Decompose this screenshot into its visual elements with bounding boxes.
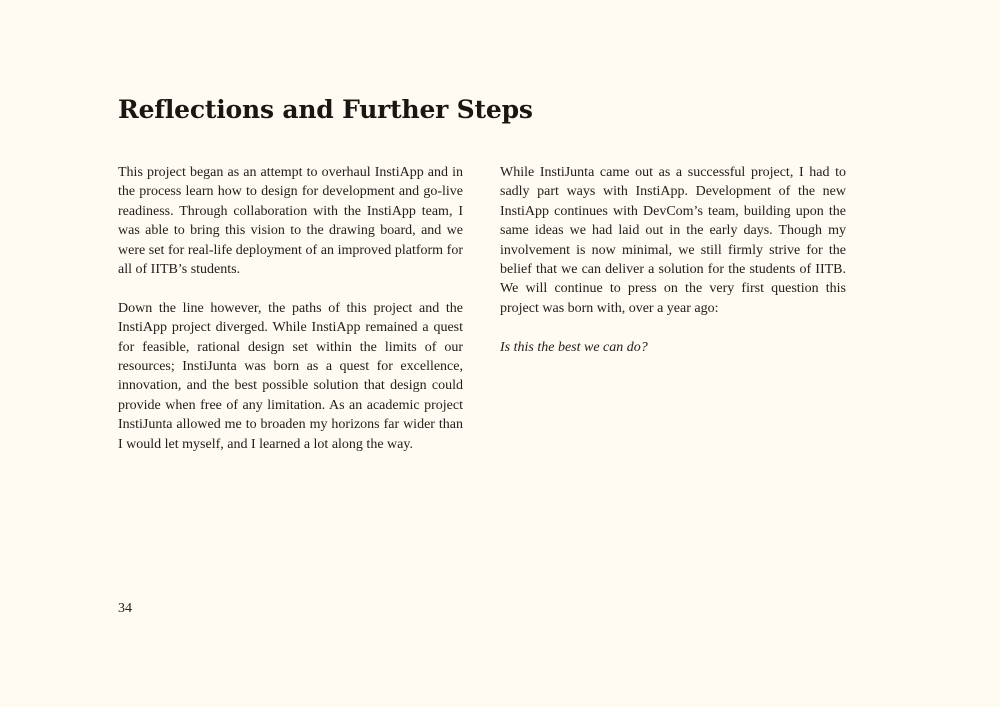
body-paragraph: This project began as an attempt to overhaul InstiApp and in the process learn how to design for development and go-live readiness. Through collaboration with the InstiApp team, I was able to bring this vision to the drawing board, and we were set for real-life deployment of an improved platform for all of IITB’s students. [118, 165, 463, 278]
body-paragraph: While InstiJunta came out as a successful project, I had to sadly part ways with InstiApp. Development of the new InstiApp continues with DevCom’s team, building upon the same ideas we had laid out in the early days. Though my involvement is now minimal, we still firmly strive for the belief that we can deliver a solution for the students of IITB. We will continue to press on the very first question this project was born with, over a year ago: [500, 165, 846, 316]
right-column [500, 163, 846, 473]
page-number: 34 [118, 601, 132, 616]
body-paragraph: Down the line however, the paths of this project and the InstiApp project diverged. While InstiApp remained a quest for feasible, rational design set within the limits of our resources; InstiJunta was born as a quest for excellence, innovation, and the best possible solution that design could provide when free of any limitation. As an academic project InstiJunta allowed me to broaden my horizons far wider than I would let myself, and I learned a lot along the way. [118, 300, 463, 452]
page-title: Reflections and Further Steps [118, 95, 533, 124]
left-column [118, 163, 463, 473]
closing-question: Is this the best we can do? [500, 339, 648, 355]
two-column-layout [118, 163, 847, 473]
